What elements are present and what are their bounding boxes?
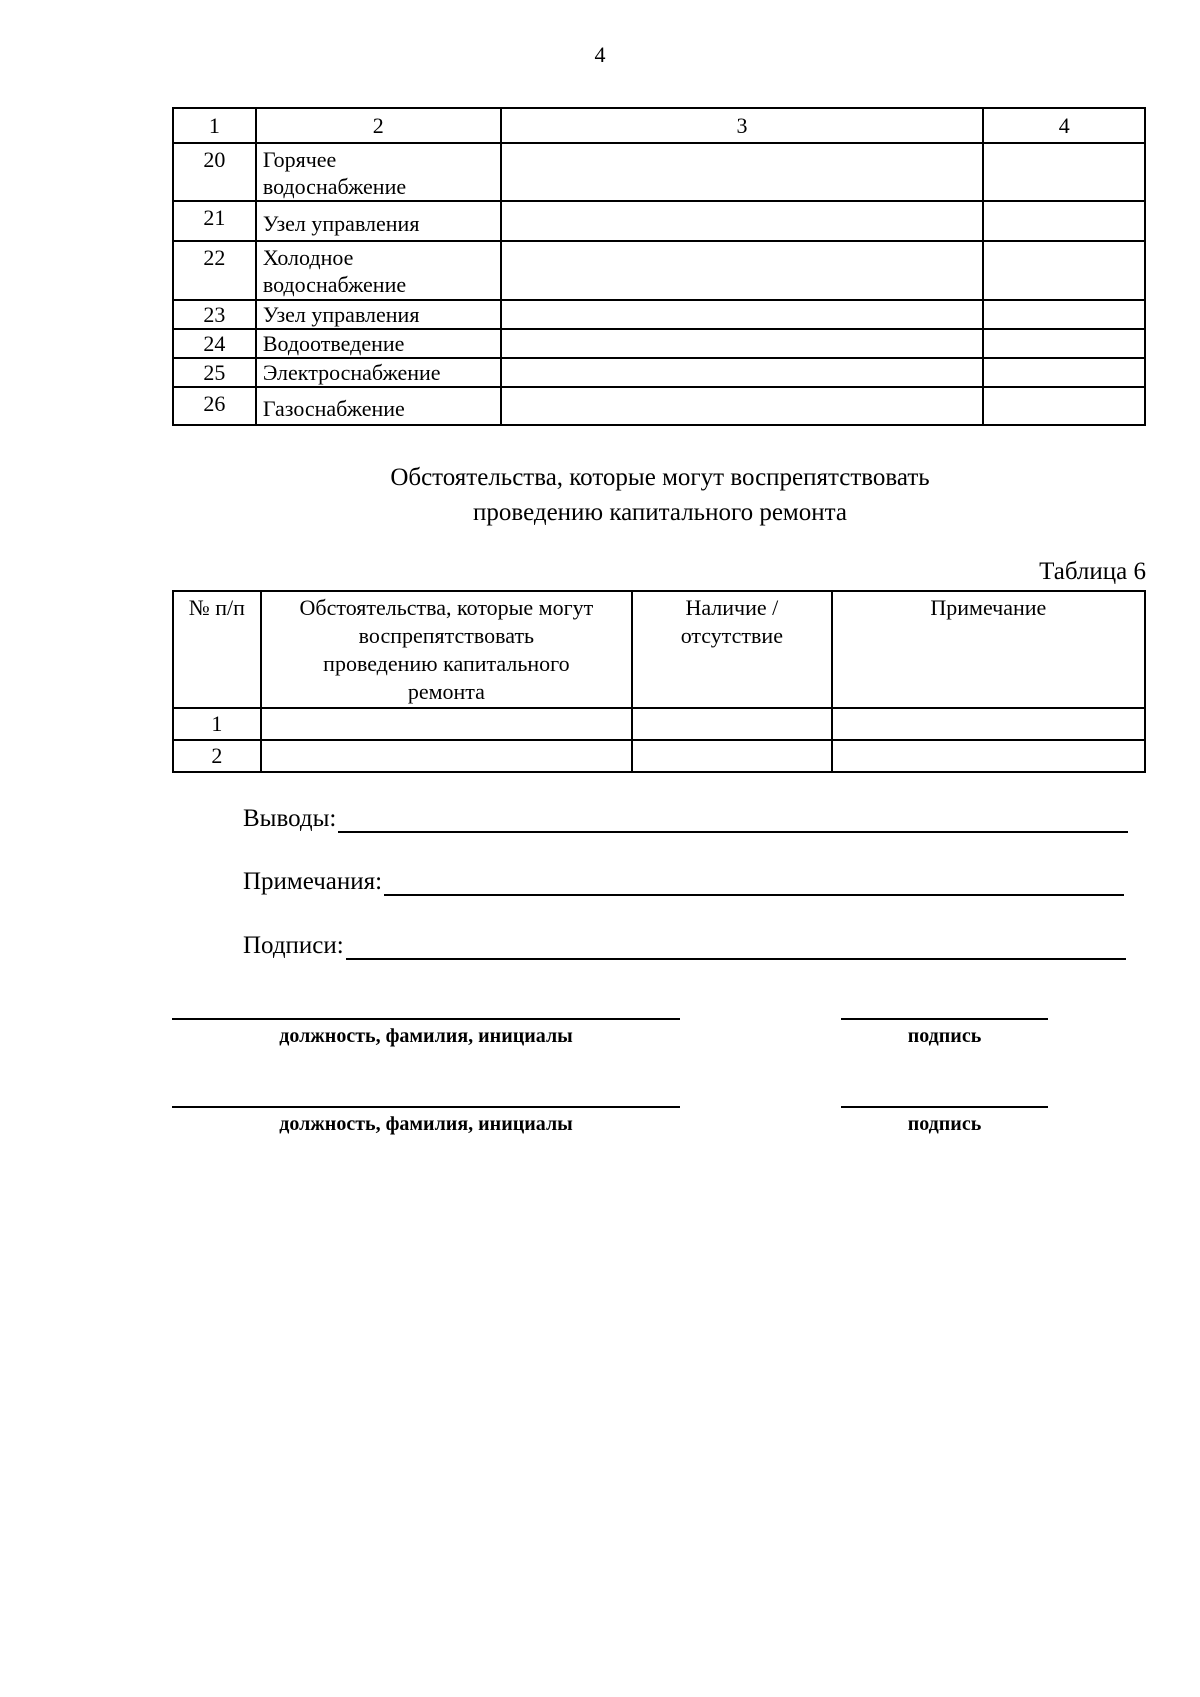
row-cell <box>501 329 984 358</box>
position-blank-line <box>172 1106 680 1108</box>
row-cell <box>501 241 984 300</box>
position-label: должность, фамилия, инициалы <box>279 1113 573 1135</box>
signature-blank-line <box>841 1106 1048 1108</box>
row-cell <box>261 740 632 772</box>
table-row <box>173 740 1145 772</box>
position-label: должность, фамилия, инициалы <box>279 1025 573 1047</box>
row-name <box>256 241 501 300</box>
row-name-line: Холодное <box>262 245 354 270</box>
row-cell <box>632 708 832 740</box>
table-row <box>173 300 1145 329</box>
section-title-line: проведению капитального ремонта <box>473 499 847 526</box>
row-name-line: водоснабжение <box>262 174 407 199</box>
table-header-row <box>173 591 1145 708</box>
conclusions-label: Выводы: <box>243 805 337 832</box>
notes-blank-line <box>384 874 1124 896</box>
section-title <box>0 460 1200 530</box>
signatures-label: Подписи: <box>243 932 344 959</box>
row-number: 26 <box>173 387 256 425</box>
row-name-line: Электроснабжение <box>262 360 441 385</box>
table-row <box>173 143 1145 201</box>
row-number: 25 <box>173 358 256 387</box>
row-cell <box>983 241 1145 300</box>
row-cell <box>501 143 984 201</box>
row-cell <box>983 300 1145 329</box>
row-number: 2 <box>173 740 261 772</box>
row-name <box>256 143 501 201</box>
table-row <box>173 201 1145 241</box>
signatures-blank-line <box>346 938 1126 960</box>
row-cell <box>632 740 832 772</box>
row-name-line: Узел управления <box>262 211 420 236</box>
position-blank-line <box>172 1018 680 1020</box>
row-cell <box>983 329 1145 358</box>
row-name <box>256 358 501 387</box>
row-cell <box>983 358 1145 387</box>
section-title-line: Обстоятельства, которые могут воспрепятствовать <box>390 464 930 491</box>
conclusions-field <box>243 805 1128 833</box>
row-cell <box>501 201 984 241</box>
row-cell <box>832 708 1145 740</box>
signature-label: подпись <box>907 1113 982 1135</box>
signature-blank-line <box>841 1018 1048 1020</box>
column-header-number: № п/п <box>173 591 261 708</box>
row-name <box>256 329 501 358</box>
row-number: 23 <box>173 300 256 329</box>
page-number: 4 <box>594 42 606 67</box>
column-header-circumstances: Обстоятельства, которые могут воспрепятствовать проведению капитального ремонта <box>261 591 632 708</box>
notes-label: Примечания: <box>243 868 383 895</box>
table-row <box>173 358 1145 387</box>
row-cell <box>501 300 984 329</box>
obstacles-table <box>172 590 1146 773</box>
column-header-note: Примечание <box>832 591 1145 708</box>
table-row <box>173 241 1145 300</box>
row-name-line: водоснабжение <box>262 272 407 297</box>
column-header: 2 <box>256 108 501 143</box>
signatures-field <box>243 932 1126 960</box>
row-name-line: Водоотведение <box>262 331 405 356</box>
row-name <box>256 387 501 425</box>
notes-field <box>243 868 1124 896</box>
column-header: 3 <box>501 108 984 143</box>
row-cell <box>983 387 1145 425</box>
row-number: 21 <box>173 201 256 241</box>
row-cell <box>501 387 984 425</box>
row-number: 20 <box>173 143 256 201</box>
table-header-row <box>173 108 1145 143</box>
utilities-table <box>172 107 1146 426</box>
table-row <box>173 387 1145 425</box>
row-cell <box>832 740 1145 772</box>
row-number: 22 <box>173 241 256 300</box>
column-header: 1 <box>173 108 256 143</box>
table-row <box>173 329 1145 358</box>
row-cell <box>261 708 632 740</box>
row-name <box>256 201 501 241</box>
table-caption: Таблица 6 <box>1039 558 1146 585</box>
row-name-line: Узел управления <box>262 302 420 327</box>
row-name <box>256 300 501 329</box>
column-header: 4 <box>983 108 1145 143</box>
row-number: 1 <box>173 708 261 740</box>
row-cell <box>983 143 1145 201</box>
row-cell <box>983 201 1145 241</box>
row-name-line: Газоснабжение <box>262 396 405 421</box>
row-cell <box>501 358 984 387</box>
table-row <box>173 708 1145 740</box>
signature-label: подпись <box>907 1025 982 1047</box>
row-number: 24 <box>173 329 256 358</box>
conclusions-blank-line <box>338 811 1128 833</box>
column-header-presence: Наличие / отсутствие <box>632 591 832 708</box>
row-name-line: Горячее <box>262 147 337 172</box>
